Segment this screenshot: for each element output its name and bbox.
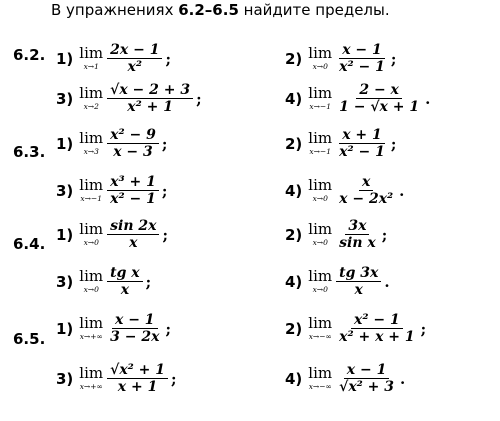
limit-operator (308, 316, 332, 341)
lim-word: lim (308, 176, 333, 195)
lim-word: lim (308, 129, 333, 148)
limit-subscript: x→0 (312, 194, 328, 204)
limit-subscript: x→0 (312, 238, 328, 248)
lim-word: lim (79, 84, 104, 103)
numerator: tg 3x (336, 265, 381, 282)
fraction (107, 362, 168, 395)
terminator: ; (165, 319, 171, 338)
terminator: ; (420, 319, 427, 338)
numerator: x³ + 1 (107, 174, 159, 191)
terminator: ; (390, 49, 397, 68)
problem-number: 3) (56, 272, 74, 291)
limit-problem (285, 265, 390, 298)
lim-word: lim (79, 220, 104, 239)
exercise-heading (51, 1, 390, 19)
problem-number: 1) (56, 225, 74, 244)
limit-operator (308, 178, 332, 203)
fraction (336, 312, 418, 345)
denominator: x² − 1 (110, 191, 156, 208)
denominator: x² − 1 (339, 144, 385, 161)
denominator: x (354, 282, 363, 299)
exercise-number: 6.4. (13, 235, 46, 253)
problem-number: 1) (56, 134, 74, 153)
limit-problem (285, 174, 404, 207)
numerator: 2 − x (356, 82, 402, 99)
numerator: tg x (107, 265, 142, 282)
limit-subscript: x→3 (83, 147, 99, 157)
limit-subscript: x→0 (83, 238, 99, 248)
limit-operator (308, 269, 332, 294)
limit-operator (79, 269, 103, 294)
terminator: ; (381, 225, 388, 244)
limit-operator (308, 366, 332, 391)
terminator: ; (161, 181, 168, 200)
limit-subscript: x→0 (312, 62, 328, 72)
terminator: . (384, 272, 390, 291)
limit-operator (79, 131, 103, 156)
limit-subscript: x→−1 (309, 102, 331, 112)
numerator: x − 1 (339, 42, 385, 59)
heading-prefix: В упражнениях (51, 1, 179, 19)
limit-problem (56, 82, 202, 115)
numerator: sin 2x (107, 218, 159, 235)
lim-word: lim (79, 176, 104, 195)
terminator: ; (196, 89, 202, 108)
numerator: x − 1 (112, 312, 158, 329)
fraction (336, 82, 422, 115)
limit-problem (56, 218, 168, 251)
limit-subscript: x→−1 (80, 194, 102, 204)
numerator: x − 1 (344, 362, 390, 379)
lim-word: lim (308, 44, 333, 63)
problem-number: 2) (285, 319, 303, 338)
lim-word: lim (308, 84, 333, 103)
heading-range: 6.2–6.5 (178, 1, 239, 19)
limit-problem (56, 127, 167, 160)
fraction (336, 174, 396, 207)
limit-operator (79, 366, 103, 391)
exercise-number: 6.5. (13, 330, 46, 348)
limit-subscript: x→2 (83, 102, 99, 112)
denominator: x² (127, 59, 143, 76)
heading-suffix: найдите пределы. (238, 1, 390, 19)
lim-word: lim (308, 314, 333, 333)
fraction (107, 265, 142, 298)
denominator: x − 3 (113, 144, 153, 161)
limit-problem (285, 218, 387, 251)
exercise-number: 6.3. (13, 143, 46, 161)
terminator: . (425, 89, 431, 108)
problem-number: 1) (56, 49, 74, 68)
terminator: ; (162, 225, 169, 244)
limit-operator (79, 46, 103, 71)
problem-number: 3) (56, 89, 74, 108)
limit-subscript: x→0 (312, 285, 328, 295)
limit-operator (79, 316, 103, 341)
limit-operator (79, 222, 103, 247)
problem-number: 3) (56, 181, 74, 200)
lim-word: lim (79, 314, 104, 333)
fraction (336, 265, 381, 298)
problem-number: 2) (285, 49, 303, 68)
limit-operator (308, 86, 332, 111)
limit-problem (285, 127, 396, 160)
fraction (336, 127, 388, 160)
limit-problem (56, 42, 171, 75)
problem-number: 2) (285, 225, 303, 244)
denominator: 1 − √x + 1 (339, 99, 420, 116)
problem-number: 4) (285, 89, 303, 108)
denominator: sin x (339, 235, 376, 252)
numerator: 3x (345, 218, 369, 235)
terminator: ; (165, 49, 171, 68)
lim-word: lim (308, 364, 333, 383)
fraction (336, 218, 379, 251)
limit-subscript: x→−∞ (308, 332, 332, 342)
denominator: x² + x + 1 (339, 329, 415, 346)
exercise-number: 6.2. (13, 46, 46, 64)
fraction (107, 218, 159, 251)
terminator: . (399, 181, 405, 200)
problem-number: 2) (285, 134, 303, 153)
limit-subscript: x→+∞ (79, 382, 103, 392)
limit-subscript: x→1 (83, 62, 99, 72)
fraction (107, 127, 159, 160)
terminator: . (400, 369, 406, 388)
denominator: 3 − 2x (110, 329, 160, 346)
lim-word: lim (79, 364, 104, 383)
denominator: x + 1 (117, 379, 158, 396)
limit-problem (285, 42, 396, 75)
limit-operator (79, 86, 103, 111)
denominator: x² − 1 (339, 59, 385, 76)
problem-number: 4) (285, 369, 303, 388)
limit-operator (308, 222, 332, 247)
limit-subscript: x→0 (83, 285, 99, 295)
lim-word: lim (79, 129, 104, 148)
fraction (336, 362, 397, 395)
problem-number: 4) (285, 272, 303, 291)
fraction (336, 42, 388, 75)
numerator: x + 1 (339, 127, 385, 144)
lim-word: lim (308, 267, 333, 286)
fraction (107, 174, 159, 207)
limit-problem (56, 265, 151, 298)
limit-problem (56, 312, 171, 345)
numerator: x (359, 174, 373, 191)
lim-word: lim (79, 267, 104, 286)
limit-problem (285, 312, 426, 345)
terminator: ; (390, 134, 397, 153)
denominator: √x² + 3 (339, 379, 395, 396)
limit-operator (308, 131, 332, 156)
terminator: ; (145, 272, 152, 291)
numerator: √x − 2 + 3 (107, 82, 193, 99)
denominator: x (129, 235, 138, 252)
denominator: x (120, 282, 130, 299)
denominator: x − 2x² (339, 191, 394, 208)
limit-operator (79, 178, 103, 203)
terminator: ; (171, 369, 177, 388)
lim-word: lim (308, 220, 333, 239)
numerator: √x² + 1 (107, 362, 168, 379)
fraction (107, 42, 162, 75)
limit-subscript: x→+∞ (79, 332, 103, 342)
lim-word: lim (79, 44, 104, 63)
problem-number: 1) (56, 319, 74, 338)
problem-number: 4) (285, 181, 303, 200)
limit-problem (285, 362, 405, 395)
limit-subscript: x→−∞ (308, 382, 332, 392)
limit-problem (56, 362, 177, 395)
problem-number: 3) (56, 369, 74, 388)
fraction (107, 82, 193, 115)
numerator: 2x − 1 (107, 42, 162, 59)
limit-problem (285, 82, 430, 115)
numerator: x² − 9 (107, 127, 159, 144)
fraction (107, 312, 162, 345)
terminator: ; (161, 134, 168, 153)
limit-operator (308, 46, 332, 71)
limit-subscript: x→−1 (309, 147, 331, 157)
limit-problem (56, 174, 167, 207)
denominator: x² + 1 (127, 99, 173, 116)
numerator: x² − 1 (351, 312, 403, 329)
